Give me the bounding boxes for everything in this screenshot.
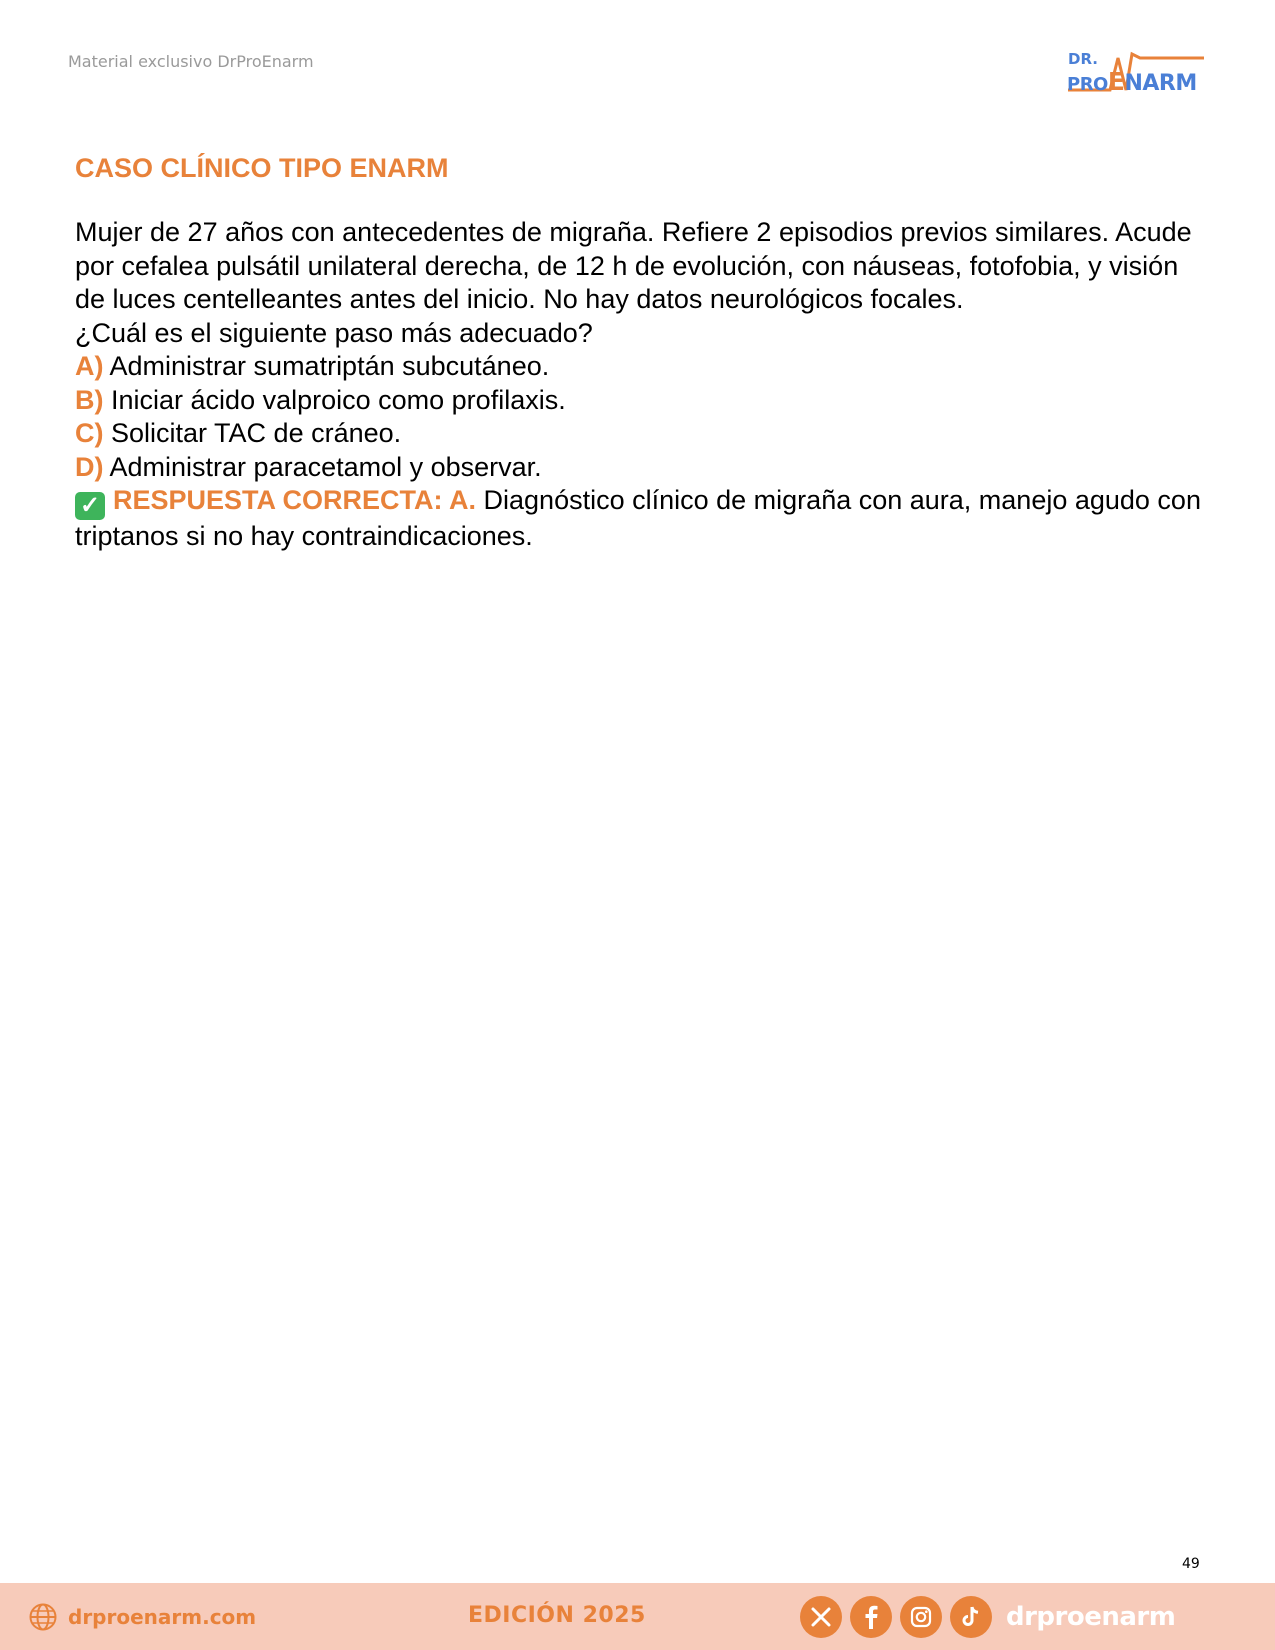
header-note: Material exclusivo DrProEnarm	[68, 52, 314, 71]
logo-dr: DR.	[1068, 50, 1098, 68]
footer-site[interactable]	[28, 1602, 256, 1632]
case-body	[75, 216, 1210, 554]
answer-explanation: Diagnóstico clínico de migraña con aura, manejo agudo con triptanos si no hay contraindicaciones.	[75, 485, 1201, 551]
instagram-icon[interactable]	[900, 1596, 942, 1638]
footer-handle: drproenarm	[1006, 1602, 1176, 1632]
option-c: C) Solicitar TAC de cráneo.	[75, 418, 402, 448]
tiktok-icon[interactable]	[950, 1596, 992, 1638]
case-title: CASO CLÍNICO TIPO ENARM	[75, 153, 449, 183]
globe-icon	[28, 1602, 58, 1632]
facebook-icon[interactable]	[850, 1596, 892, 1638]
check-icon: ✓	[75, 492, 105, 520]
footer	[0, 1583, 1275, 1650]
option-a: A) Administrar sumatriptán subcutáneo.	[75, 351, 550, 381]
case-question: ¿Cuál es el siguiente paso más adecuado?	[75, 317, 593, 348]
page-number: 49	[1182, 1556, 1200, 1572]
option-b: B) Iniciar ácido valproico como profilaxis.	[75, 384, 566, 415]
footer-site-text: drproenarm.com	[68, 1605, 257, 1629]
x-icon[interactable]	[800, 1596, 842, 1638]
option-d: D) Administrar paracetamol y observar.	[75, 451, 542, 482]
footer-social	[800, 1596, 1175, 1638]
case-content	[75, 150, 1210, 554]
footer-edition: EDICIÓN 2025	[468, 1603, 646, 1628]
logo-wordmark: PROENARM	[1067, 67, 1197, 96]
answer-label: RESPUESTA CORRECTA: A.	[113, 485, 477, 515]
logo	[1066, 48, 1208, 94]
correct-answer	[75, 484, 1210, 554]
case-paragraph: Mujer de 27 años con antecedentes de migraña. Refiere 2 episodios previos similares. Acude por cefalea pulsátil unilateral derecha, de 12 h de evolución, con náuseas, fotofobia, y visión de luces centelleantes antes del inicio. No hay datos neurológicos focales.	[75, 217, 1192, 314]
